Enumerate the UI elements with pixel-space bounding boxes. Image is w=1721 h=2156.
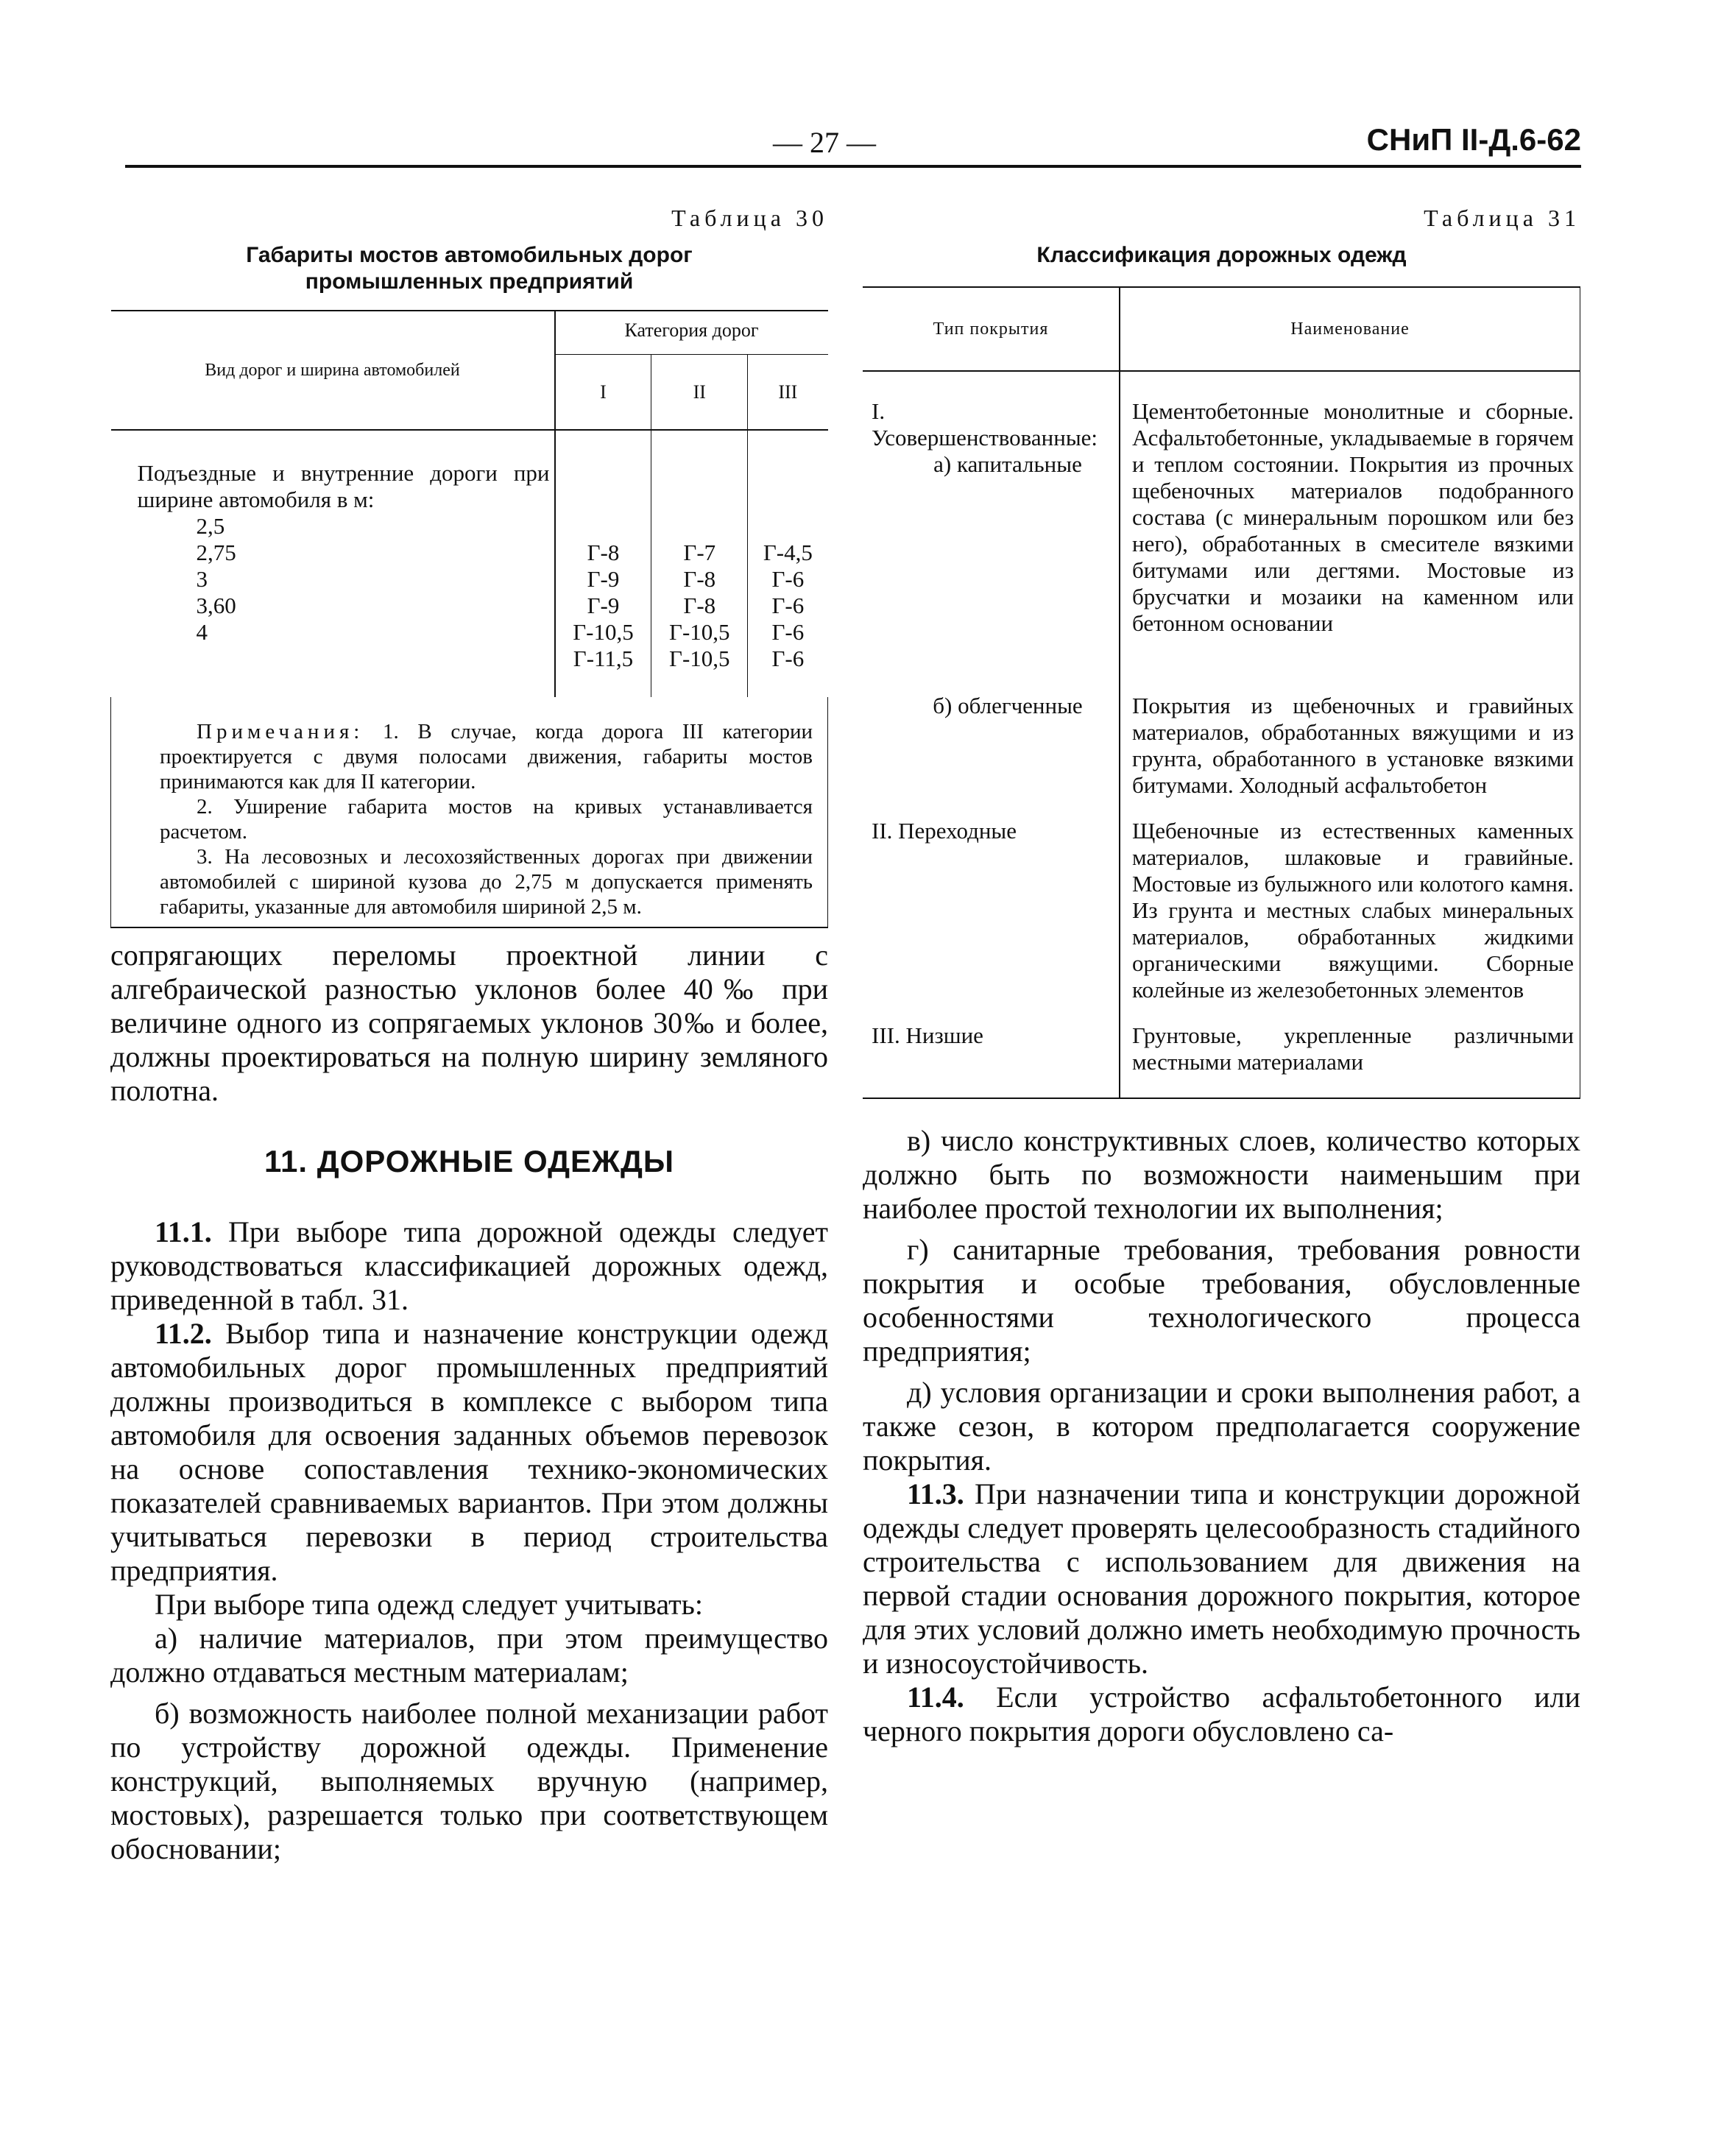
right-body-text	[863, 1124, 1580, 1748]
paragraph-item-a: а) наличие материалов, при этом преимущество должно отдаваться местным материалам;	[110, 1622, 828, 1689]
table31-type-sub: б) облегченные	[933, 693, 1083, 718]
table30-cell: Г-10,5	[669, 619, 730, 645]
table30-col-i	[555, 430, 651, 697]
paragraph-11-4: 11.4. Если устройство асфальтобетонного или черного покрытия дороги обусловлено са-	[863, 1680, 1580, 1747]
table30	[110, 310, 828, 928]
left-body-text	[110, 939, 828, 1866]
table31-type-main: I. Усовершенствованные:	[872, 398, 1098, 450]
table30-cell: Г-10,5	[669, 646, 730, 671]
table30-header-road-type: Вид дорог и ширина автомобилей	[111, 311, 555, 430]
table30-col-ii	[651, 430, 748, 697]
table30-row-group	[111, 430, 555, 697]
paragraph-item-d: д) условия организации и сроки выполнения работ, а также сезон, в котором предполагается сооружение покрытия.	[863, 1376, 1580, 1477]
table31-number: Таблица 31	[1424, 205, 1580, 231]
table30-cell: Г-8	[683, 566, 716, 592]
table30-cell: Г-9	[587, 566, 620, 592]
table31-header-name: Наименование	[1120, 287, 1580, 371]
table31-type-4: III. Низшие	[863, 1003, 1120, 1098]
table30-cell: Г-6	[771, 593, 805, 618]
table30-cell: Г-11,5	[573, 646, 634, 671]
table31-name-2: Покрытия из щебеночных и гравийных материалов, обработанных вяжущими и из грунта, обработанного в установке вязкими битумами. Холодный асфальтобетон	[1120, 637, 1580, 799]
table30-note-2: 2. Уширение габарита мостов на кривых устанавливается расчетом.	[160, 795, 813, 844]
table30-header-category: Категория дорог	[555, 311, 828, 355]
table30-row-group-label: Подъездные и внутренние дороги при ширине автомобиля в м:	[137, 460, 550, 512]
section-title: 11. ДОРОЖНЫЕ ОДЕЖДЫ	[264, 1144, 675, 1178]
table31-type-3: II. Переходные	[863, 799, 1120, 1003]
table30-note-1: Примечания: 1. В случае, когда дорога III категории проектируется с двумя полосами движения, габариты мостов принимаются как для II категории.	[160, 720, 813, 794]
table31-name-3: Щебеночные из естественных каменных материалов, шлаковые и гравийные. Мостовые из булыжного или колотого камня. Из грунта и местных слабых минеральных материалов, обработанных жидкими органическими вяжущими. Сборные колейные из железобетонных элементов	[1120, 799, 1580, 1003]
table30-cell: Г-8	[587, 540, 620, 565]
table30-widths	[138, 513, 550, 646]
table30-width-2: 2,75	[196, 540, 236, 565]
table30-cell: Г-9	[587, 593, 620, 618]
table30-width-5: 4	[196, 619, 208, 645]
table30-width-4: 3,60	[196, 593, 236, 618]
table31-header-type: Тип покрытия	[863, 287, 1120, 371]
paragraph-11-2: 11.2. Выбор типа и назначение конструкции одежд автомобильных дорог промышленных предприятий должны производиться в комплексе с выбором типа автомобиля для освоения заданных объемов перевозок на основе сопоставления технико-экономических показателей сравниваемых вариантов. При этом должны учитываться перевозки в период строительства предприятия.	[110, 1317, 829, 1587]
paragraph-11-3: 11.3. При назначении типа и конструкции дорожной одежды следует проверять целесообразность стадийного строительства с использованием для движения на первой стадии основания дорожного покрытия, которое для этих условий должно иметь необходимую прочность и износоустойчивость.	[863, 1477, 1580, 1680]
paragraph-11-1: 11.1. При выборе типа дорожной одежды следует руководствоваться классификацией дорожных одежд, приведенной в табл. 31.	[110, 1215, 829, 1316]
table30-header-cat-iii: III	[748, 355, 828, 431]
table30-header-cat-i: I	[555, 355, 651, 431]
table31-caption: Классификация дорожных одежд	[1036, 243, 1407, 267]
table30-notes-cell	[111, 697, 828, 927]
table30-cell: Г-6	[771, 566, 805, 592]
paragraph-item-v: в) число конструктивных слоев, количество которых должно быть по возможности наименьшим при наиболее простой технологии их выполнения;	[863, 1124, 1580, 1225]
table30-notes	[116, 697, 823, 927]
table30-width-1: 2,5	[196, 513, 225, 539]
table30-cell: Г-4,5	[763, 540, 813, 565]
table31-name-4: Грунтовые, укрепленные различными местными материалами	[1120, 1003, 1580, 1098]
table30-number: Таблица 30	[671, 205, 828, 231]
table31-type-2	[863, 637, 1120, 799]
table30-col-iii	[748, 430, 828, 697]
table30-cell: Г-6	[771, 646, 805, 671]
paragraph-consider: При выборе типа одежд следует учитывать:	[155, 1588, 703, 1621]
document-code: СНиП II-Д.6-62	[1366, 122, 1581, 157]
paragraph-item-b: б) возможность наиболее полной механизации работ по устройству дорожной одежды. Применение конструкций, выполняемых вручную (например, мостовых), разрешается только при соответствующем обосновании;	[110, 1697, 828, 1865]
header-rule	[125, 165, 1581, 168]
table30-cell: Г-7	[683, 540, 716, 565]
table30-header-cat-ii: II	[651, 355, 748, 431]
table30-cell: Г-8	[683, 593, 716, 618]
table31-type-1	[863, 371, 1120, 637]
table30-cell: Г-6	[771, 619, 805, 645]
table30-width-3: 3	[196, 566, 208, 592]
table31	[863, 286, 1580, 1099]
paragraph-continuation: сопрягающих переломы проектной линии с алгебраической разностью уклонов более 40‰ при величине одного из сопрягаемых уклонов 30‰ и более, должны проектироваться на полную ширину земляного полотна.	[110, 939, 828, 1107]
table31-name-1: Цементобетонные монолитные и сборные. Асфальтобетонные, укладываемые в горячем и теплом состоянии. Покрытия из прочных щебеночных материалов подобранного состава (с минеральным порошком или без него), обработанных в смесителе вязкими битумами или дегтями. Мостовые из брусчатки и мозаики на каменном или бетонном основании	[1120, 371, 1580, 637]
table31-type-sub: а) капитальные	[933, 451, 1082, 477]
table30-cell: Г-10,5	[573, 619, 634, 645]
page-number: — 27 —	[773, 126, 876, 159]
table30-note-3: 3. На лесовозных и лесохозяйственных дорогах при движении автомобилей с шириной кузова до 2,75 м допускается применять габариты, указанные для автомобиля шириной 2,5 м.	[160, 845, 813, 919]
left-column	[110, 205, 828, 1866]
table30-caption: Габариты мостов автомобильных дорог промышленных предприятий	[246, 243, 693, 294]
paragraph-item-g: г) санитарные требования, требования ровности покрытия и особые требования, обусловленные особенностями технологического процесса предприятия;	[863, 1233, 1580, 1368]
right-column	[863, 205, 1580, 1748]
